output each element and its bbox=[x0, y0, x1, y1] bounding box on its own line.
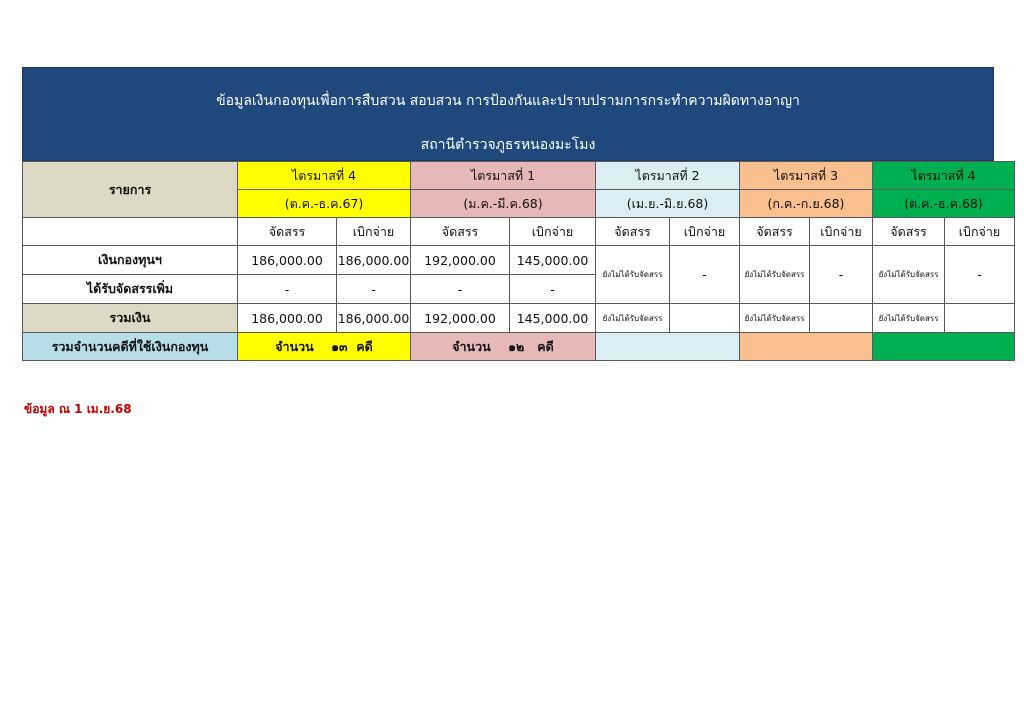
alloc-header: จัดสรร bbox=[411, 218, 510, 246]
row-label-total: รวมเงิน bbox=[23, 304, 238, 333]
quarter-1-68-period: (ม.ค.-มี.ค.68) bbox=[411, 190, 596, 218]
cell-value: 186,000.00 bbox=[238, 304, 337, 333]
cell-value: 192,000.00 bbox=[411, 304, 510, 333]
cell-empty bbox=[810, 304, 873, 333]
quarter-3-68-period: (ก.ค.-ก.ย.68) bbox=[740, 190, 873, 218]
alloc-header: จัดสรร bbox=[740, 218, 810, 246]
disburse-header: เบิกจ่าย bbox=[810, 218, 873, 246]
quarter-name-row bbox=[23, 162, 1015, 190]
disburse-header: เบิกจ่าย bbox=[945, 218, 1015, 246]
quarter-2-68-period: (เม.ย.-มิ.ย.68) bbox=[596, 190, 740, 218]
cell-value: 186,000.00 bbox=[337, 304, 411, 333]
table-row-total bbox=[23, 304, 1015, 333]
cell-value: 186,000.00 bbox=[238, 246, 337, 275]
cell-pending: ยังไม่ได้รับจัดสรร bbox=[596, 304, 670, 333]
table-row-fund bbox=[23, 246, 1015, 275]
cases-q3-68 bbox=[740, 333, 873, 361]
report-title: ข้อมูลเงินกองทุนเพื่อการสืบสวน สอบสวน การป้องกันและปราบปรามการกระทำความผิดทางอาญา bbox=[216, 93, 800, 109]
quarter-2-68-name: ไตรมาสที่ 2 bbox=[596, 162, 740, 190]
quarter-4-67-period: (ต.ค.-ธ.ค.67) bbox=[238, 190, 411, 218]
item-header: รายการ bbox=[23, 162, 238, 218]
row-label-cases: รวมจำนวนคดีที่ใช้เงินกองทุน bbox=[23, 333, 238, 361]
cell-dash: - bbox=[945, 246, 1015, 304]
subheader-blank bbox=[23, 218, 238, 246]
cases-q4-67: จำนวน ๑๓ คดี bbox=[238, 333, 411, 361]
cell-value: 145,000.00 bbox=[510, 304, 596, 333]
cell-value: 192,000.00 bbox=[411, 246, 510, 275]
cell-pending: ยังไม่ได้รับจัดสรร bbox=[740, 246, 810, 304]
cell-dash: - bbox=[810, 246, 873, 304]
cell-pending: ยังไม่ได้รับจัดสรร bbox=[596, 246, 670, 304]
disburse-header: เบิกจ่าย bbox=[670, 218, 740, 246]
cell-value: 186,000.00 bbox=[337, 246, 411, 275]
quarter-4-68-name: ไตรมาสที่ 4 bbox=[873, 162, 1015, 190]
fund-report-sheet bbox=[22, 67, 1001, 361]
cell-pending: ยังไม่ได้รับจัดสรร bbox=[740, 304, 810, 333]
cell-value: - bbox=[510, 275, 596, 304]
data-date-note: ข้อมูล ณ 1 เม.ย.68 bbox=[24, 402, 132, 416]
report-header bbox=[22, 67, 994, 161]
cell-value: 145,000.00 bbox=[510, 246, 596, 275]
alloc-header: จัดสรร bbox=[596, 218, 670, 246]
row-label-fund: เงินกองทุนฯ bbox=[23, 246, 238, 275]
cases-q2-68 bbox=[596, 333, 740, 361]
station-name: สถานีตำรวจภูธรหนองมะโมง bbox=[420, 137, 596, 153]
alloc-header: จัดสรร bbox=[873, 218, 945, 246]
cell-pending: ยังไม่ได้รับจัดสรร bbox=[873, 246, 945, 304]
cell-pending: ยังไม่ได้รับจัดสรร bbox=[873, 304, 945, 333]
table-row-cases bbox=[23, 333, 1015, 361]
fund-table bbox=[22, 161, 1015, 361]
cell-empty bbox=[670, 304, 740, 333]
disburse-header: เบิกจ่าย bbox=[510, 218, 596, 246]
disburse-header: เบิกจ่าย bbox=[337, 218, 411, 246]
quarter-1-68-name: ไตรมาสที่ 1 bbox=[411, 162, 596, 190]
cases-q1-68: จำนวน ๑๒ คดี bbox=[411, 333, 596, 361]
quarter-3-68-name: ไตรมาสที่ 3 bbox=[740, 162, 873, 190]
cell-value: - bbox=[238, 275, 337, 304]
cell-dash: - bbox=[670, 246, 740, 304]
cell-empty bbox=[945, 304, 1015, 333]
subheader-row bbox=[23, 218, 1015, 246]
cell-value: - bbox=[337, 275, 411, 304]
quarter-4-68-period: (ต.ค.-ธ.ค.68) bbox=[873, 190, 1015, 218]
quarter-4-67-name: ไตรมาสที่ 4 bbox=[238, 162, 411, 190]
alloc-header: จัดสรร bbox=[238, 218, 337, 246]
row-label-extra: ได้รับจัดสรรเพิ่ม bbox=[23, 275, 238, 304]
cases-q4-68 bbox=[873, 333, 1015, 361]
cell-value: - bbox=[411, 275, 510, 304]
